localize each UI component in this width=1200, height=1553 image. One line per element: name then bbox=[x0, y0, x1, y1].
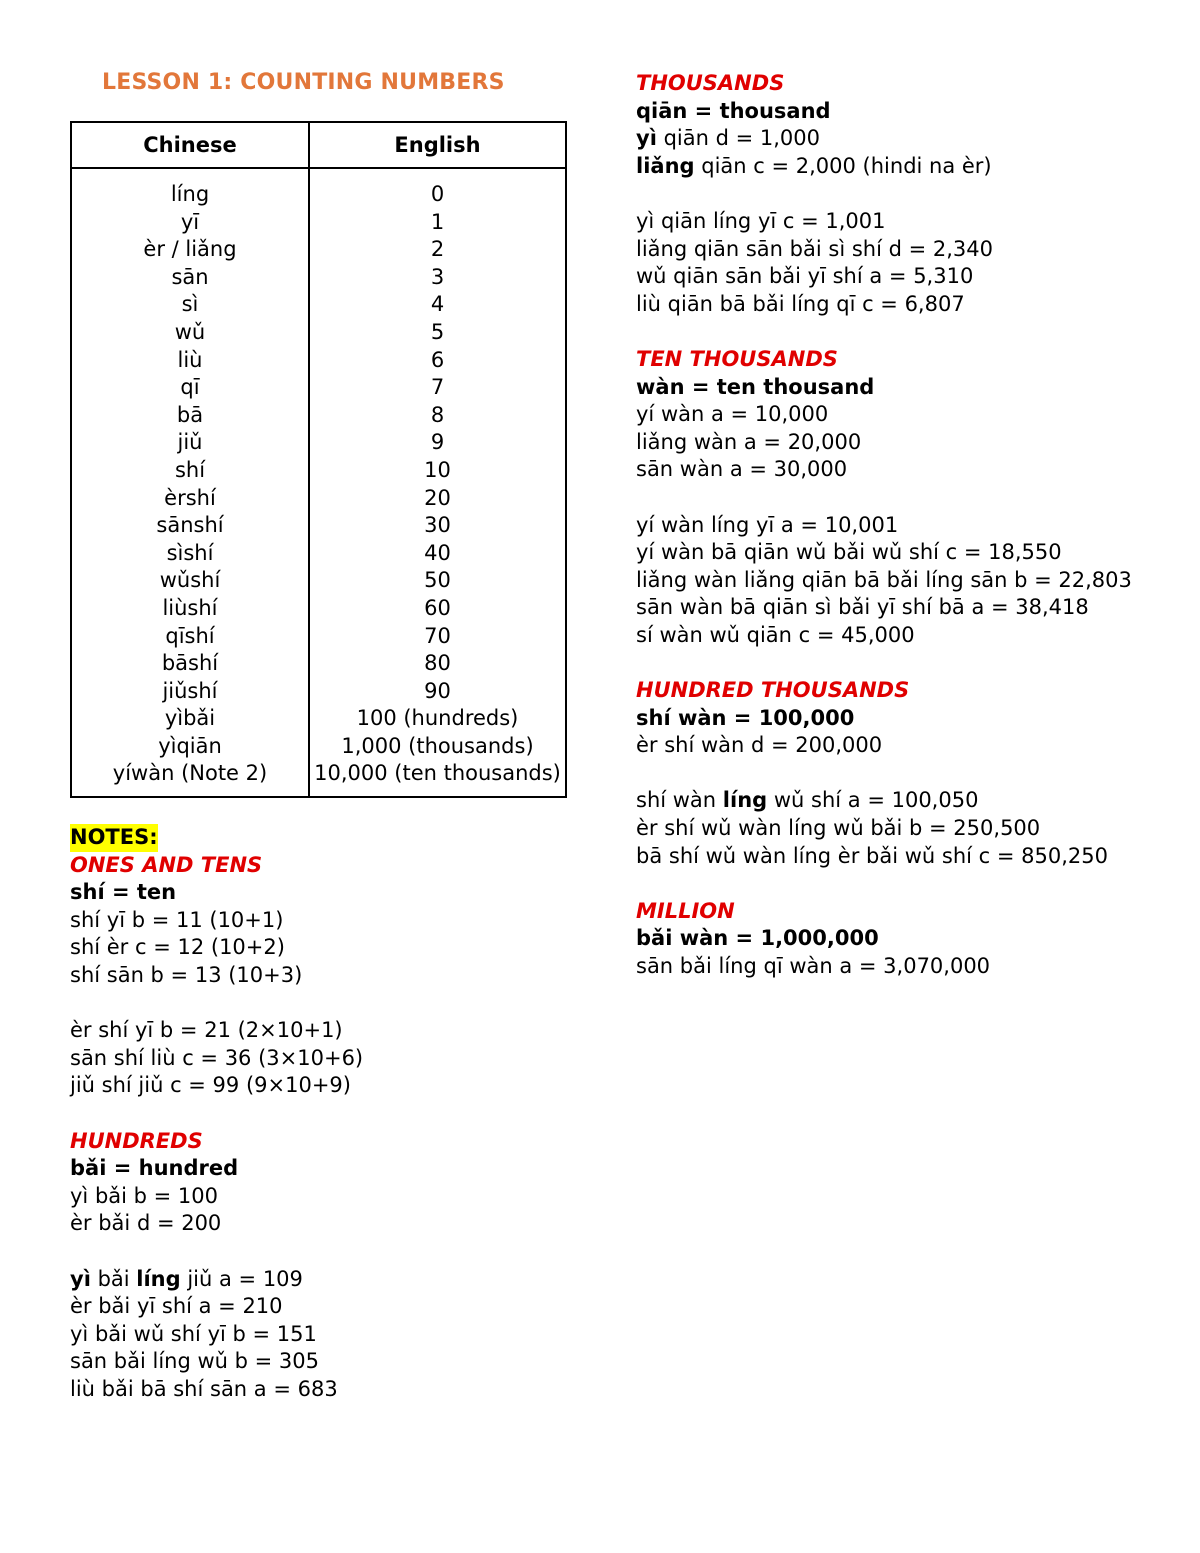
table-cell: qī bbox=[180, 375, 200, 400]
list-item: yí wàn bā qiān wǔ bǎi wǔ shí c = 18,550 bbox=[636, 540, 1062, 565]
list-item: èr shí wàn d = 200,000 bbox=[636, 733, 883, 758]
table-cell: 2 bbox=[430, 237, 445, 262]
list-item: shí èr c = 12 (10+2) bbox=[70, 935, 285, 960]
list-item: wǔ qiān sān bǎi yī shí a = 5,310 bbox=[636, 264, 974, 289]
table-cell: bā bbox=[176, 402, 204, 427]
thousands-heading: THOUSANDS bbox=[636, 71, 785, 95]
table-body-row bbox=[71, 168, 566, 797]
table-cell: 6 bbox=[430, 347, 445, 372]
table-cell: 4 bbox=[430, 292, 445, 317]
list-item: èr bǎi yī shí a = 210 bbox=[70, 1294, 283, 1319]
notes-label: NOTES: bbox=[70, 824, 158, 852]
table-cell: sì bbox=[181, 292, 199, 317]
list-item: jiǔ shí jiǔ c = 99 (9×10+9) bbox=[70, 1073, 351, 1098]
list-item: sān wàn bā qiān sì bǎi yī shí bā a = 38,418 bbox=[636, 595, 1089, 620]
list-item: liǎng qiān c = 2,000 (hindi na èr) bbox=[636, 153, 992, 178]
table-cell: 10 bbox=[424, 457, 451, 482]
list-item: yí wàn a = 10,000 bbox=[636, 402, 829, 427]
hundreds-definition: bǎi = hundred bbox=[70, 1156, 239, 1181]
list-item: èr bǎi d = 200 bbox=[70, 1211, 222, 1236]
list-item: sān bǎi líng qī wàn a = 3,070,000 bbox=[636, 954, 991, 978]
list-item: sí wàn wǔ qiān c = 45,000 bbox=[636, 622, 915, 647]
table-header-row bbox=[71, 122, 566, 168]
hundreds-heading: HUNDREDS bbox=[70, 1128, 203, 1153]
list-item: yì bǎi líng jiǔ a = 109 bbox=[70, 1266, 303, 1291]
list-item: liǎng wàn liǎng qiān bā bǎi líng sān b = 22,803 bbox=[636, 567, 1132, 592]
left-column bbox=[70, 70, 570, 1404]
ten-thousands-heading: TEN THOUSANDS bbox=[636, 346, 838, 371]
table-cell: 70 bbox=[424, 623, 451, 648]
lesson-title: LESSON 1: COUNTING NUMBERS bbox=[102, 70, 505, 95]
table-cell: yíwàn (Note 2) bbox=[112, 761, 268, 786]
header-english: English bbox=[309, 122, 566, 168]
numbers-table bbox=[70, 121, 567, 798]
ten-thousands-definition: wàn = ten thousand bbox=[636, 374, 875, 399]
table-cell: 50 bbox=[424, 568, 451, 593]
list-item: sān bǎi líng wǔ b = 305 bbox=[70, 1349, 320, 1374]
table-cell: liùshí bbox=[162, 595, 218, 620]
thousands-definition: qiān = thousand bbox=[636, 98, 831, 123]
million-definition: bǎi wàn = 1,000,000 bbox=[636, 926, 879, 951]
table-cell: wǔshí bbox=[159, 568, 221, 593]
right-column bbox=[636, 70, 1176, 981]
table-cell: 60 bbox=[424, 595, 451, 620]
table-cell: èrshí bbox=[164, 485, 216, 510]
table-cell: 30 bbox=[424, 513, 451, 538]
table-cell: 1,000 (thousands) bbox=[341, 733, 534, 758]
ones-tens-heading: ONES AND TENS bbox=[70, 852, 263, 877]
table-cell: 3 bbox=[430, 264, 445, 289]
list-item: èr shí wǔ wàn líng wǔ bǎi b = 250,500 bbox=[636, 816, 1041, 841]
list-item: shí sān b = 13 (10+3) bbox=[70, 963, 303, 988]
table-cell: 5 bbox=[430, 319, 445, 344]
list-item: sān shí liù c = 36 (3×10+6) bbox=[70, 1045, 364, 1070]
table-cell: 9 bbox=[430, 430, 445, 455]
list-item: yí wàn líng yī a = 10,001 bbox=[636, 512, 899, 537]
table-cell: yī bbox=[180, 209, 200, 234]
list-item: shí wàn líng wǔ shí a = 100,050 bbox=[636, 788, 979, 813]
list-item: yì bǎi wǔ shí yī b = 151 bbox=[70, 1321, 317, 1346]
table-cell: 1 bbox=[430, 209, 445, 234]
notes-right bbox=[636, 70, 1176, 981]
hundred-thousands-definition: shí wàn = 100,000 bbox=[636, 705, 855, 730]
list-item: sān wàn a = 30,000 bbox=[636, 457, 848, 482]
table-cell: jiǔshí bbox=[162, 678, 218, 703]
table-cell: líng bbox=[170, 182, 210, 206]
table-cell: yìqiān bbox=[158, 733, 222, 758]
table-cell: 20 bbox=[424, 485, 451, 510]
table-cell: 100 (hundreds) bbox=[356, 706, 519, 731]
ones-tens-definition: shí = ten bbox=[70, 880, 177, 905]
table-cell: sān bbox=[171, 264, 209, 289]
table-cell: 0 bbox=[430, 182, 445, 206]
list-item: liù bǎi bā shí sān a = 683 bbox=[70, 1376, 338, 1401]
table-cell: 7 bbox=[430, 375, 445, 400]
table-cell: 90 bbox=[424, 678, 451, 703]
table-cell: 40 bbox=[424, 540, 451, 565]
table-cell: bāshí bbox=[161, 651, 219, 676]
list-item: bā shí wǔ wàn líng èr bǎi wǔ shí c = 850,250 bbox=[636, 843, 1108, 868]
list-item: yì bǎi b = 100 bbox=[70, 1183, 219, 1208]
table-cell: jiǔ bbox=[177, 430, 203, 455]
english-column bbox=[309, 168, 566, 797]
list-item: liǎng wàn a = 20,000 bbox=[636, 429, 862, 454]
table-cell: yìbǎi bbox=[164, 706, 216, 731]
list-item: yì qiān líng yī c = 1,001 bbox=[636, 208, 886, 233]
table-cell: liù bbox=[177, 347, 203, 372]
table-cell: 80 bbox=[424, 651, 451, 676]
chinese-column bbox=[71, 168, 309, 797]
table-cell: shí bbox=[174, 457, 206, 482]
list-item: liù qiān bā bǎi líng qī c = 6,807 bbox=[636, 291, 965, 316]
list-item: yì qiān d = 1,000 bbox=[636, 126, 820, 151]
table-cell: èr / liǎng bbox=[143, 237, 237, 262]
list-item: shí yī b = 11 (10+1) bbox=[70, 907, 284, 932]
table-cell: 10,000 (ten thousands) bbox=[314, 761, 561, 786]
million-heading: MILLION bbox=[636, 898, 735, 923]
table-cell: qīshí bbox=[165, 623, 215, 648]
table-cell: sānshí bbox=[156, 513, 224, 538]
hundred-thousands-heading: HUNDRED THOUSANDS bbox=[636, 678, 910, 703]
table-cell: wǔ bbox=[174, 319, 206, 344]
notes-left bbox=[70, 824, 570, 1403]
header-chinese: Chinese bbox=[71, 122, 309, 168]
table-cell: sìshí bbox=[166, 540, 214, 565]
list-item: èr shí yī b = 21 (2×10+1) bbox=[70, 1018, 343, 1043]
table-cell: 8 bbox=[430, 402, 445, 427]
list-item: liǎng qiān sān bǎi sì shí d = 2,340 bbox=[636, 236, 993, 261]
